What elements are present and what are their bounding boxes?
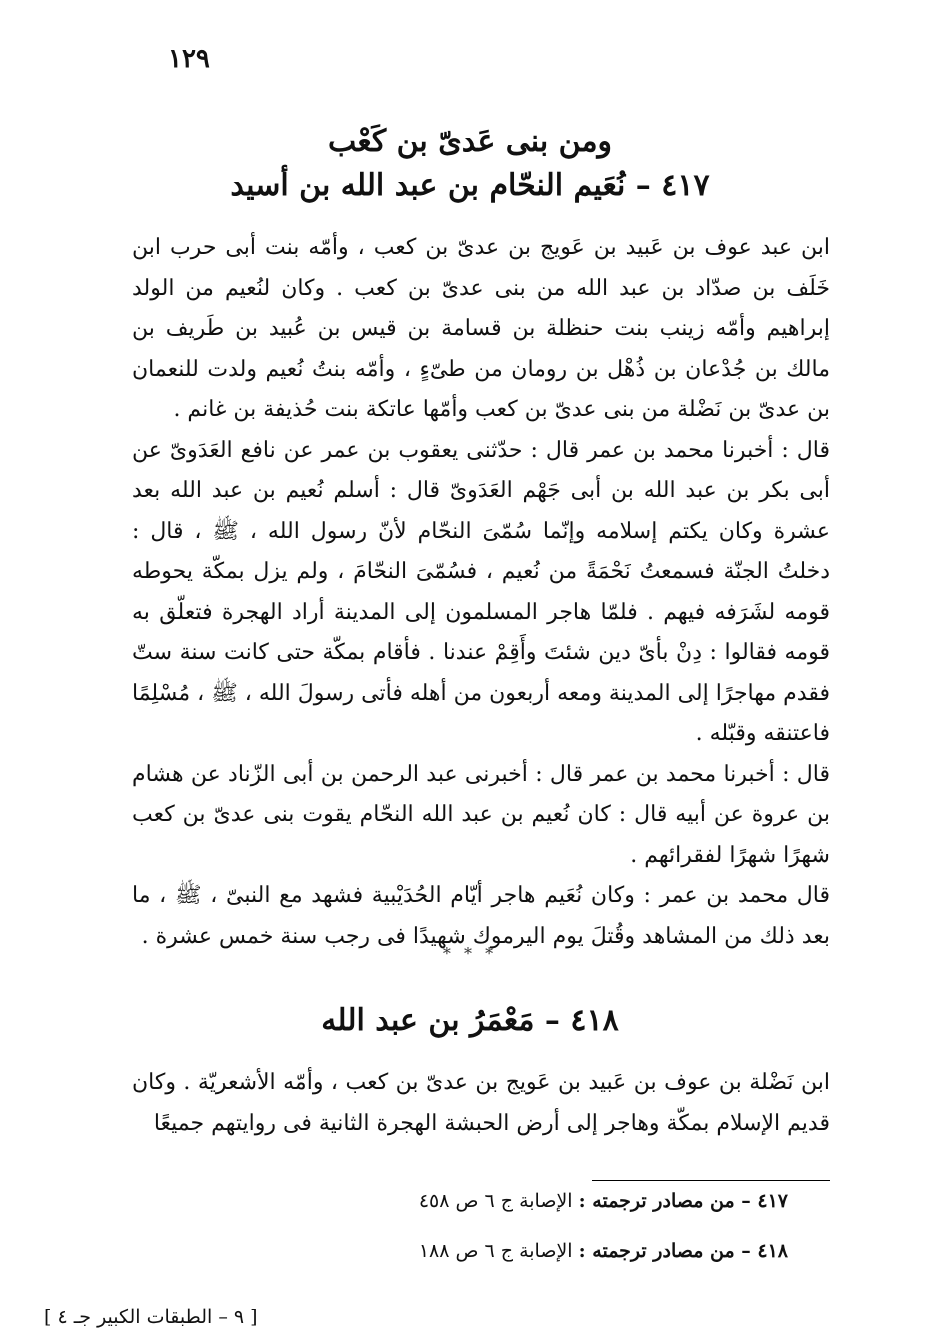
page-number: ١٢٩ — [168, 44, 210, 74]
footnote-divider — [592, 1180, 830, 1181]
footnote-417 — [419, 1190, 788, 1212]
entry-417-body — [132, 228, 830, 957]
printer-signature: [ ٩ – الطبقات الكبير جـ ٤ ] — [44, 1306, 258, 1328]
entry-417-paragraph: قال : أخبرنا محمد بن عمر قال : حدّثنى يعقوب بن عمر عن نافع العَدَوىّ عن أبى بكر بن عبد الله بن أبى جَهْم العَدَوىّ قال : أسلم نُعيم بن عبد الله بعد عشرة وكان يكتم إسلامه وإنّما سُمّىَ النحّام لأنّ رسول الله ، ﷺ ، قال : دخلتُ الجنّة فسمعتُ نَحْمَةً من نُعيم ، فسُمّىَ النحّامَ ، ولم يزل بمكّة يحوطه قومه لشَرَفه فيهم . فلمّا هاجر المسلمون إلى المدينة أراد الهجرة فتعلّق به قومه فقالوا : دِنْ بأىّ دين شئتَ وأَقِمْ عندنا . فأقام بمكّة حتى كانت سنة ستّ فقدم مهاجرًا إلى المدينة ومعه أربعون من أهله فأتى رسولَ الله ، ﷺ ، مُسْلِمًا فاعتنقه وقبّله . — [132, 437, 830, 746]
entry-417-paragraph: ابن عبد عوف بن عَبيد بن عَويج بن عدىّ بن كعب ، وأمّه بنت أبى حرب ابن خَلَف بن صدّاد بن عبد الله من بنى عدىّ بن كعب . وكان لنُعيم من الولد إبراهيم وأمّه زينب بنت حنظلة بن قسامة بن قيس بن عُبيد بن طَريف بن مالك بن جُدْعان بن ذُهْل بن رومان من طىّءٍ ، وأمّه بنتُ نُعيم ولدت للنعمان بن عدىّ بن نَضْلة من بنى عدىّ بن كعب وأمّها عاتكة بنت حُذيفة بن غانم . — [132, 235, 830, 422]
entry-418-body — [132, 1063, 830, 1144]
footnote-label: ٤١٨ – من مصادر ترجمته : — [578, 1240, 788, 1262]
footnote-418 — [419, 1240, 788, 1262]
entry-418-title: ٤١٨ – مَعْمَرُ بن عبد الله — [321, 1003, 619, 1038]
footnote-label: ٤١٧ – من مصادر ترجمته : — [578, 1190, 788, 1212]
entry-417-paragraph: قال محمد بن عمر : وكان نُعَيم هاجر أيّام الحُدَيْبية فشهد مع النبىّ ، ﷺ ، ما بعد ذلك من المشاهد وقُتلَ يوم اليرموك شهيدًا فى رجب سنة خمس عشرة . — [132, 883, 830, 949]
entry-417-paragraph: قال : أخبرنا محمد بن عمر قال : أخبرنى عبد الرحمن بن أبى الزّناد عن هشام بن عروة عن أبيه قال : كان نُعيم بن عبد الله النحّام يقوت بنى عدىّ بن كعب شهرًا شهرًا لفقرائهم . — [132, 761, 830, 868]
footnote-text: الإصابة ج ٦ ص ١٨٨ — [418, 1240, 573, 1262]
footnote-text: الإصابة ج ٦ ص ٤٥٨ — [418, 1190, 573, 1212]
entry-418-paragraph: ابن نَضْلة بن عوف بن عَبيد بن عَويج بن عدىّ بن كعب ، وأمّه الأشعريّة . وكان قديم الإسلام بمكّة وهاجر إلى أرض الحبشة الهجرة الثانية فى روايتهم جميعًا — [132, 1070, 830, 1136]
section-heading: ومن بنى عَدىّ بن كَعْب — [327, 124, 613, 159]
section-separator: * * * — [442, 944, 498, 963]
entry-417-title: ٤١٧ – نُعَيم النحّام بن عبد الله بن أسيد — [230, 168, 710, 203]
